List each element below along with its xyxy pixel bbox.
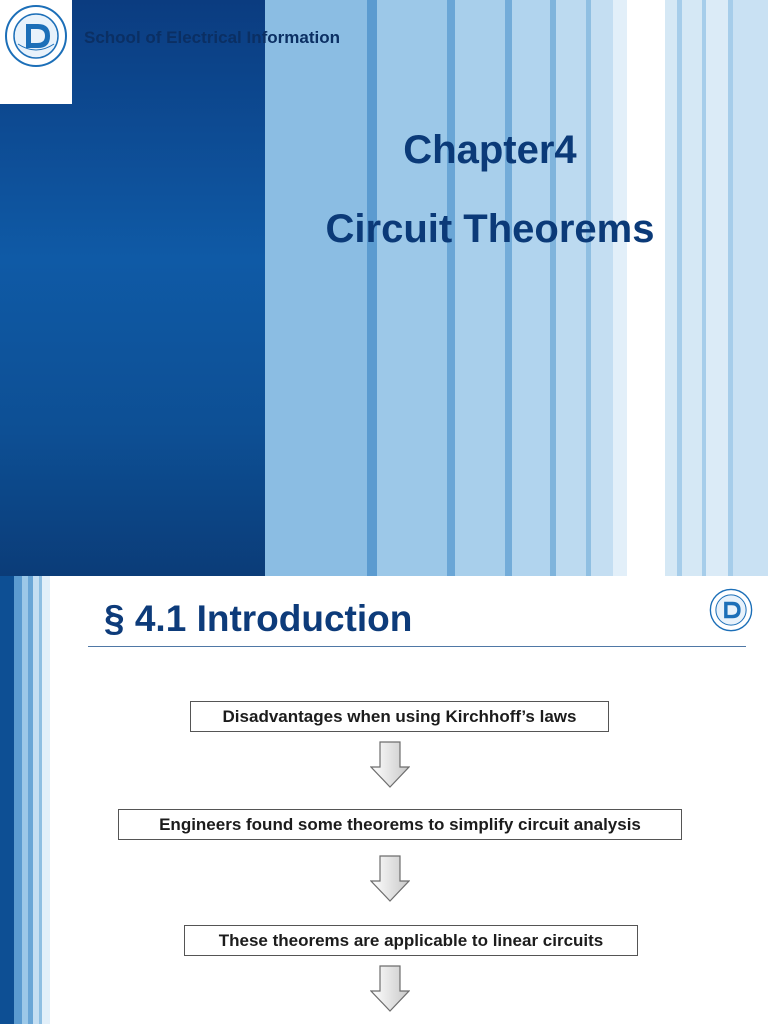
university-logo-icon: [709, 588, 753, 632]
stripe: [733, 0, 768, 576]
stripe: [665, 0, 677, 576]
stripe: [706, 0, 728, 576]
stripe: [455, 0, 505, 576]
down-arrow-icon: [370, 965, 410, 1013]
stripe: [512, 0, 550, 576]
flow-step-1: Disadvantages when using Kirchhoff’s laws: [190, 701, 609, 732]
chapter-subtitle: Circuit Theorems: [325, 207, 655, 251]
logo-panel: [0, 0, 72, 104]
stripe: [265, 0, 367, 576]
stripe: [682, 0, 702, 576]
stripe: [627, 0, 665, 576]
content-slide: [0, 576, 768, 1024]
stripe: [377, 0, 447, 576]
flow-step-3: These theorems are applicable to linear circuits: [184, 925, 638, 956]
down-arrow-icon: [370, 741, 410, 789]
stripe: [556, 0, 586, 576]
down-arrow-icon: [370, 855, 410, 903]
section-title: § 4.1 Introduction: [104, 598, 413, 639]
university-logo-icon: [4, 4, 68, 68]
school-name: School of Electrical Information: [84, 28, 340, 47]
stripe: [367, 0, 377, 576]
stripe: [591, 0, 613, 576]
side-stripes: [0, 576, 50, 1024]
stripe: [505, 0, 512, 576]
flow-step-2: Engineers found some theorems to simplify circuit analysis: [118, 809, 682, 840]
stripe: [447, 0, 455, 576]
chapter-title: Chapter4: [403, 128, 577, 172]
stripe: [613, 0, 627, 576]
title-divider: [88, 646, 746, 647]
